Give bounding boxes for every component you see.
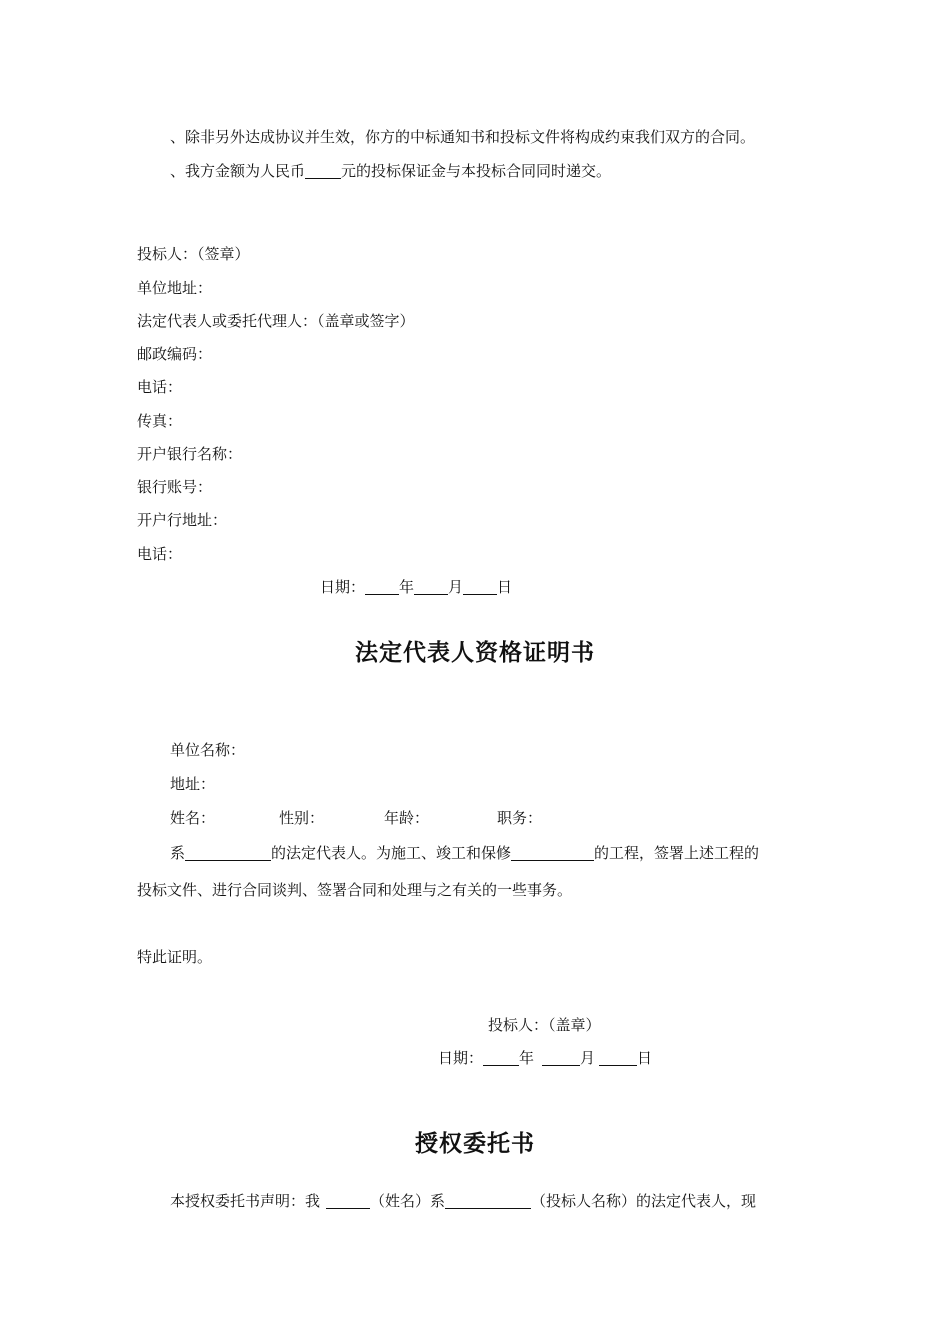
cert-year-label: 年	[519, 1049, 535, 1067]
date-line-1	[320, 577, 512, 597]
phone-line: 电话：	[137, 378, 183, 396]
project-blank[interactable]	[511, 845, 594, 861]
poa-text-b: （姓名）系	[370, 1192, 446, 1210]
cert-special-proof: 特此证明。	[137, 948, 213, 966]
clause-contract-binding: 、除非另外达成协议并生效，你方的中标通知书和投标文件将构成约束我们双方的合同。	[170, 128, 756, 146]
cert-month-blank[interactable]	[542, 1050, 580, 1066]
day-label: 日	[497, 578, 513, 596]
cert-paragraph-line1	[170, 843, 759, 863]
day-blank[interactable]	[463, 579, 497, 595]
cert-text-c: 的工程，签署上述工程的	[594, 844, 760, 862]
month-blank[interactable]	[414, 579, 448, 595]
poa-bidder-blank[interactable]	[445, 1193, 531, 1209]
postcode-line: 邮政编码：	[137, 345, 213, 363]
cert-day-blank[interactable]	[599, 1050, 637, 1066]
cert-year-blank[interactable]	[483, 1050, 519, 1066]
clause-bid-bond	[170, 161, 611, 181]
cert-unit-name: 单位名称：	[170, 741, 246, 759]
unit-address-line: 单位地址：	[137, 279, 213, 297]
cert-day-label: 日	[637, 1049, 653, 1067]
month-label: 月	[448, 578, 464, 596]
legal-rep-line: 法定代表人或委托代理人：（盖章或签字）	[137, 312, 415, 330]
clause-bid-bond-text-a: 、我方金额为人民币	[170, 162, 306, 180]
poa-name-blank[interactable]	[326, 1193, 370, 1209]
cert-bidder-seal: 投标人：（盖章）	[488, 1016, 601, 1034]
cert-date-label: 日期：	[438, 1049, 484, 1067]
cert-paragraph-line2: 投标文件、进行合同谈判、签署合同和处理与之有关的一些事务。	[137, 881, 573, 899]
bank-phone-line: 电话：	[137, 545, 183, 563]
company-blank[interactable]	[185, 845, 271, 861]
cert-date-line	[438, 1048, 652, 1068]
poa-text-a: 本授权委托书声明：我	[170, 1192, 321, 1210]
bid-bond-amount-blank[interactable]	[305, 163, 341, 179]
poa-statement	[170, 1191, 756, 1211]
date-label: 日期：	[320, 578, 366, 596]
cert-month-label: 月	[580, 1049, 596, 1067]
cert-name-label: 姓名：	[170, 809, 216, 827]
cert-text-a: 系	[170, 844, 186, 862]
bank-address-line: 开户行地址：	[137, 511, 228, 529]
bank-name-line: 开户银行名称：	[137, 445, 243, 463]
cert-position-label: 职务：	[497, 809, 543, 827]
cert-address: 地址：	[170, 775, 216, 793]
bidder-signature-line: 投标人：（签章）	[137, 245, 250, 263]
year-label: 年	[399, 578, 415, 596]
clause-bid-bond-text-b: 元的投标保证金与本投标合同同时递交。	[341, 162, 612, 180]
cert-gender-label: 性别：	[279, 809, 325, 827]
poa-title: 授权委托书	[415, 1131, 535, 1157]
cert-text-b: 的法定代表人。为施工、竣工和保修	[271, 844, 512, 862]
cert-title: 法定代表人资格证明书	[355, 640, 595, 666]
cert-age-label: 年龄：	[384, 809, 430, 827]
year-blank[interactable]	[365, 579, 399, 595]
poa-text-c: （投标人名称）的法定代表人，现	[531, 1192, 757, 1210]
fax-line: 传真：	[137, 412, 183, 430]
bank-account-line: 银行账号：	[137, 478, 213, 496]
